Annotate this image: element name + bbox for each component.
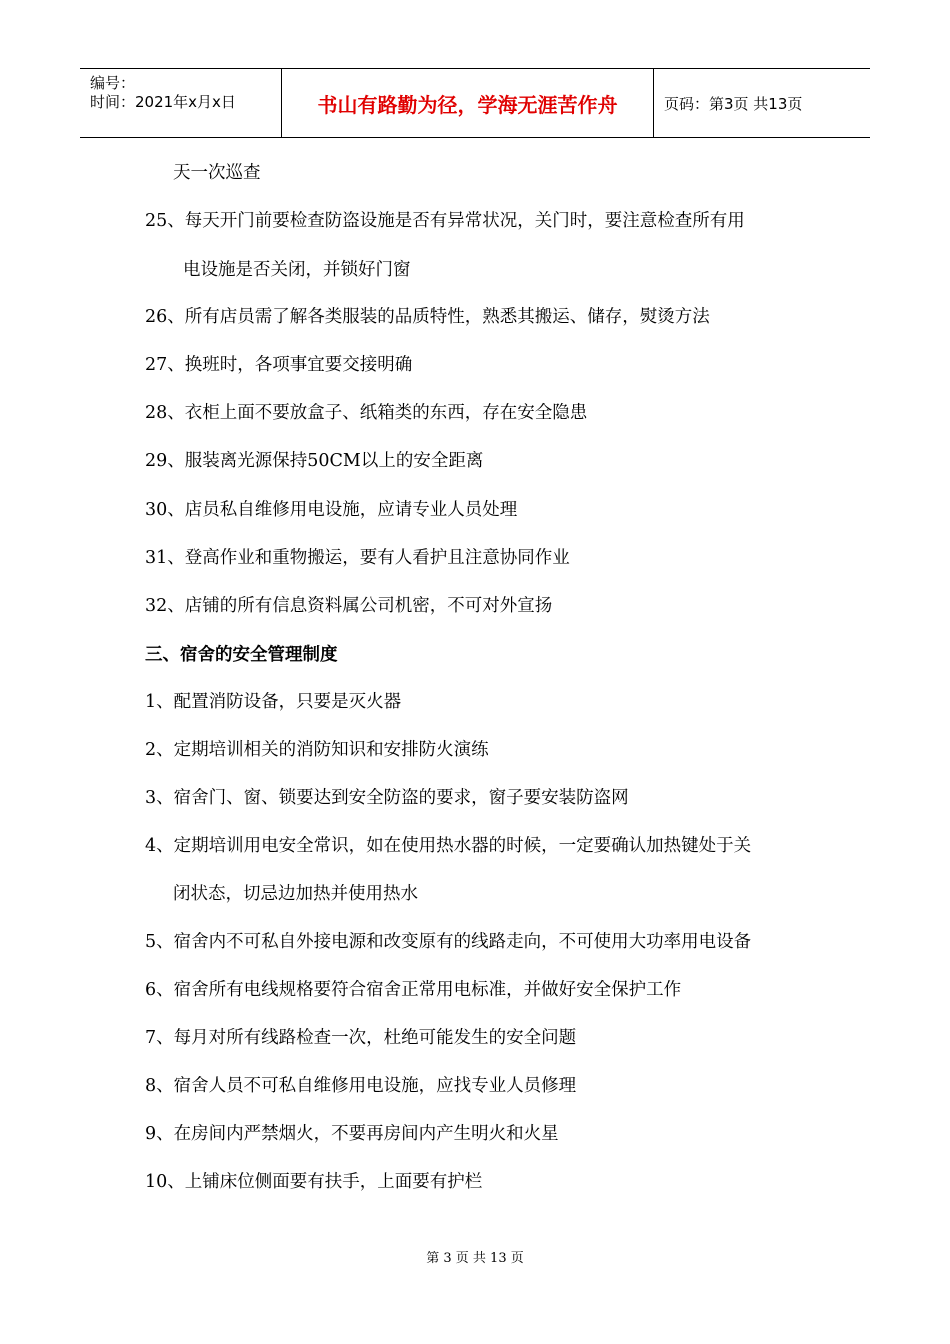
list-item: 30、店员私自维修用电设施，应请专业人员处理 xyxy=(145,500,518,520)
page-header xyxy=(80,68,870,138)
list-item: 1、配置消防设备，只要是灭火器 xyxy=(145,692,402,712)
header-motto: 书山有路勤为径，学海无涯苦作舟 xyxy=(317,92,618,117)
list-item: 8、宿舍人员不可私自维修用电设施，应找专业人员修理 xyxy=(145,1076,577,1096)
section-heading: 三、宿舍的安全管理制度 xyxy=(145,645,338,665)
list-item: 7、每月对所有线路检查一次，杜绝可能发生的安全问题 xyxy=(145,1028,577,1048)
page-footer: 第 3 页 共 13 页 xyxy=(426,1251,524,1266)
list-item: 10、上铺床位侧面要有扶手，上面要有护栏 xyxy=(145,1172,483,1192)
header-meta-cell xyxy=(80,69,282,137)
list-item: 9、在房间内严禁烟火，不要再房间内产生明火和火星 xyxy=(145,1124,559,1144)
list-item: 2、定期培训相关的消防知识和安排防火演练 xyxy=(145,740,489,760)
list-item: 5、宿舍内不可私自外接电源和改变原有的线路走向，不可使用大功率用电设备 xyxy=(145,932,752,952)
list-item: 28、衣柜上面不要放盒子、纸箱类的东西，存在安全隐患 xyxy=(145,403,588,423)
header-motto-cell xyxy=(282,69,654,137)
list-item: 6、宿舍所有电线规格要符合宿舍正常用电标准，并做好安全保护工作 xyxy=(145,980,682,1000)
document-date: 时间：2021年x月x日 xyxy=(90,93,236,111)
document-number-label: 编号： xyxy=(90,74,136,92)
list-item: 31、登高作业和重物搬运，要有人看护且注意协同作业 xyxy=(145,548,570,568)
body-line: 天一次巡查 xyxy=(173,163,261,183)
list-item: 4、定期培训用电安全常识，如在使用热水器的时候，一定要确认加热键处于关 xyxy=(145,836,752,856)
header-page-info: 页码：第3页 共13页 xyxy=(664,94,803,113)
body-line: 闭状态，切忌边加热并使用热水 xyxy=(173,884,418,904)
body-line: 电设施是否关闭，并锁好门窗 xyxy=(183,260,411,280)
list-item: 27、换班时，各项事宜要交接明确 xyxy=(145,355,413,375)
list-item: 25、每天开门前要检查防盗设施是否有异常状况，关门时，要注意检查所有用 xyxy=(145,211,745,231)
header-page-cell xyxy=(654,69,870,137)
list-item: 29、服装离光源保持50CM以上的安全距离 xyxy=(145,451,484,471)
list-item: 3、宿舍门、窗、锁要达到安全防盗的要求，窗子要安装防盗网 xyxy=(145,788,629,808)
list-item: 26、所有店员需了解各类服装的品质特性，熟悉其搬运、储存，熨烫方法 xyxy=(145,307,710,327)
list-item: 32、店铺的所有信息资料属公司机密，不可对外宣扬 xyxy=(145,596,553,616)
